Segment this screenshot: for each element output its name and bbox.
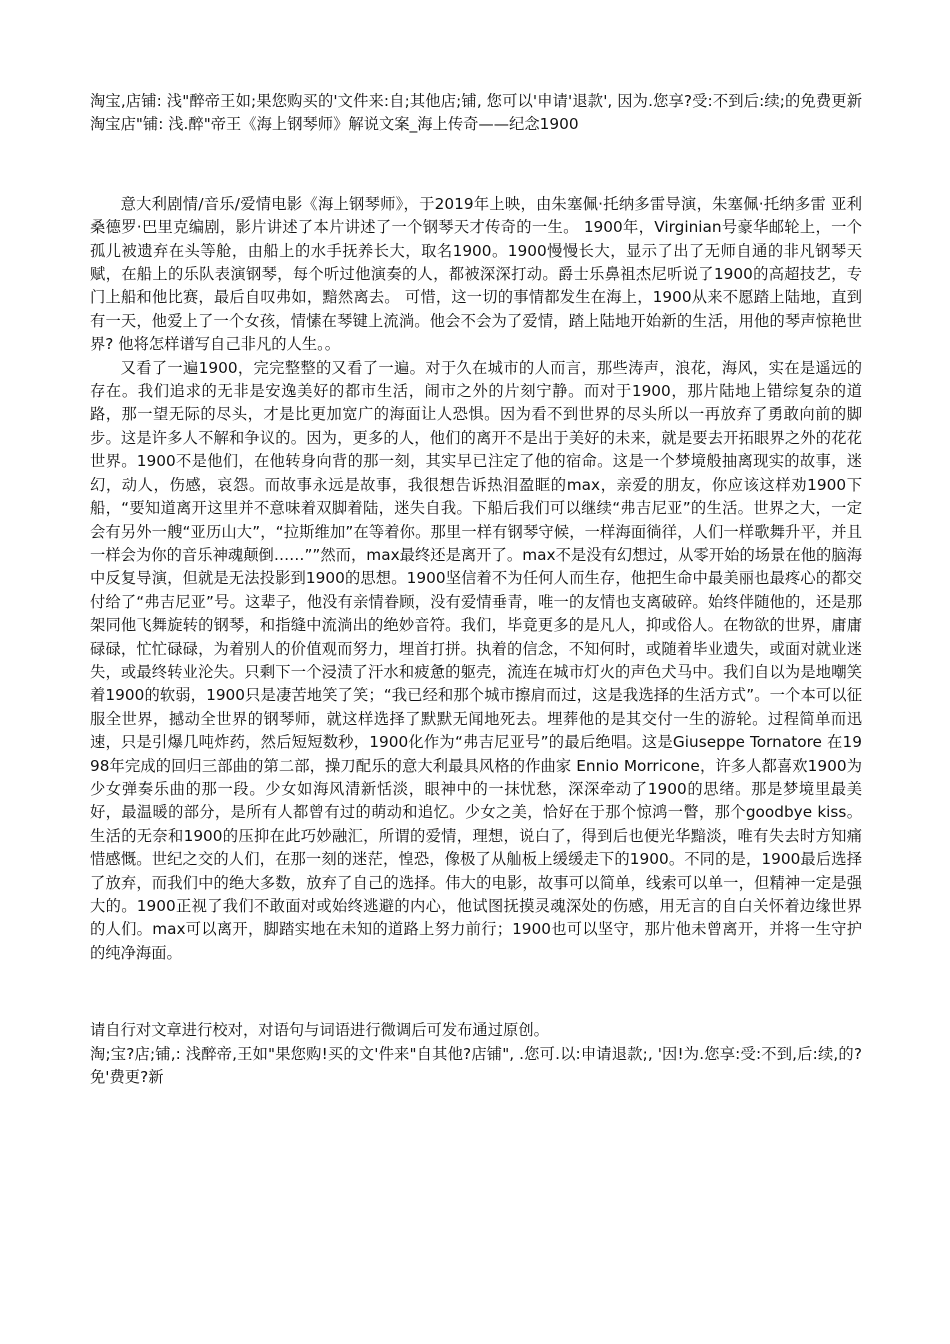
film-intro-paragraph: 意大利剧情/音乐/爱情电影《海上钢琴师》，于2019年上映，由朱塞佩·托纳多雷导演，朱塞佩·托纳多雷 亚利桑德罗·巴里克编剧，影片讲述了本片讲述了一个钢琴天才传奇的一生。 1900年，Virginian号豪华邮轮上，一个孤儿被遗弃在头等舱，由船上的水手抚养长大，取名1900。1900慢慢长大，显示了出了无师自通的非凡钢琴天赋，在船上的乐队表演钢琴，每个听过他演奏的人，都被深深打动。爵士乐鼻祖杰尼听说了1900的高超技艺，专门上船和他比赛，最后自叹弗如，黯然离去。 可惜，这一切的事情都发生在海上，1900从来不愿踏上陆地，直到有一天，他爱上了一个女孩，情愫在琴键上流淌。他会不会为了爱情，踏上陆地开始新的生活，用他的琴声惊艳世界? 他将怎样谱写自己非凡的人生。。 <box>90 194 862 354</box>
document-page <box>90 90 862 1089</box>
proofread-note: 请自行对文章进行校对，对语句与词语进行微调后可发布通过原创。 <box>90 1021 549 1040</box>
footer-notice: 淘;宝?店;铺,: 浅醉帝,王如"果您购!买的文'件来"自其他?店铺", .您可.以:申请退款;, '因!为.您享:受:不到,后:续,的?免'费更?新 <box>90 1044 862 1087</box>
review-paragraph: 又看了一遍1900，完完整整的又看了一遍。对于久在城市的人而言，那些涛声，浪花，海风，实在是遥远的存在。我们追求的无非是安逸美好的都市生活，闹市之外的片刻宁静。而对于1900，那片陆地上错综复杂的道路，那一望无际的尽头，才是比更加宽广的海面让人恐惧。因为看不到世界的尽头所以一再放弃了勇敢向前的脚步。这是许多人不解和争议的。因为，更多的人，他们的离开不是出于美好的未来，就是要去开拓眼界之外的花花世界。1900不是他们，在他转身向背的那一刻，其实早已注定了他的宿命。这是一个梦境般抽离现实的故事，迷幻，动人，伤感，哀怨。而故事永远是故事，我很想告诉热泪盈眶的max，亲爱的朋友，你应该这样劝1900下船，“要知道离开这里并不意味着双脚着陆，迷失自我。下船后我们可以继续“弗吉尼亚”的生活。世界之大，一定会有另外一艘“亚历山大”，“拉斯维加”在等着你。那里一样有钢琴守候，一样海面徜徉，人们一样歌舞升平，并且一样会为你的音乐神魂颠倒……””然而，max最终还是离开了。max不是没有幻想过，从零开始的场景在他的脑海中反复导演，但就是无法投影到1900的思想。1900坚信着不为任何人而生存，他把生命中最美丽也最疼心的都交付给了“弗吉尼亚”号。这辈子，他没有亲情眷顾，没有爱情垂青，唯一的友情也支离破碎。始终伴随他的，还是那架同他飞舞旋转的钢琴，和指缝中流淌出的绝妙音符。我们，毕竟更多的是凡人，抑或俗人。在物欲的世界，庸庸碌碌，忙忙碌碌，为着别人的价值观而努力，埋首打拼。执着的信念，不知何时，或随着毕业遗失，或面对就业迷失，或最终转业沦失。只剩下一个浸渍了汗水和疲惫的躯壳，流连在城市灯火的声色犬马中。我们自以为是地嘲笑着1900的软弱，1900只是凄苦地笑了笑；“我已经和那个城市擦肩而过，这是我选择的生活方式”。一个本可以征服全世界，撼动全世界的钢琴师，就这样选择了默默无闻地死去。埋葬他的是其交付一生的游轮。过程简单而迅速，只是引爆几吨炸药，然后短短数秒，1900化作为“弗吉尼亚号”的最后绝唱。这是Giuseppe Tornatore 在1998年完成的回归三部曲的第二部，操刀配乐的意大利最具风格的作曲家 Ennio Morricone，许多人都喜欢1900为少女弹奏乐曲的那一段。少女如海风清新恬淡，眼神中的一抹忧愁，深深牵动了1900的思绪。那是梦境里最美好，最温暖的部分，是所有人都曾有过的萌动和追忆。少女之美，恰好在于那个惊鸿一瞥，那个goodbye kiss。生活的无奈和1900的压抑在此巧妙融汇，所谓的爱情，理想，说白了，得到后也便光华黯淡，唯有失去时方知痛惜感慨。世纪之交的人们，在那一刻的迷茫，惶恐，像极了从舢板上缓缓走下的1900。不同的是，1900最后选择了放弃，而我们中的绝大多数，放弃了自己的选择。伟大的电影，故事可以简单，线索可以单一，但精神一定是强大的。1900正视了我们不敢面对或始终逃避的内心，他试图抚摸灵魂深处的伤感，用无言的自白关怀着边缘世界的人们。max可以离开，脚踏实地在未知的道路上努力前行；1900也可以坚守，那片他未曾离开，并将一生守护的纯净海面。 <box>90 358 862 962</box>
header-notice: 淘宝,店铺: 浅"醉帝王如;果您购买的'文件来:自;其他店;铺, 您可以'申请'退款', 因为.您享?受:不到后:续;的免费更新淘宝店"铺: 浅.醉"帝王《海上钢琴师》解说文案_海上传奇——纪念1900 <box>90 92 862 134</box>
